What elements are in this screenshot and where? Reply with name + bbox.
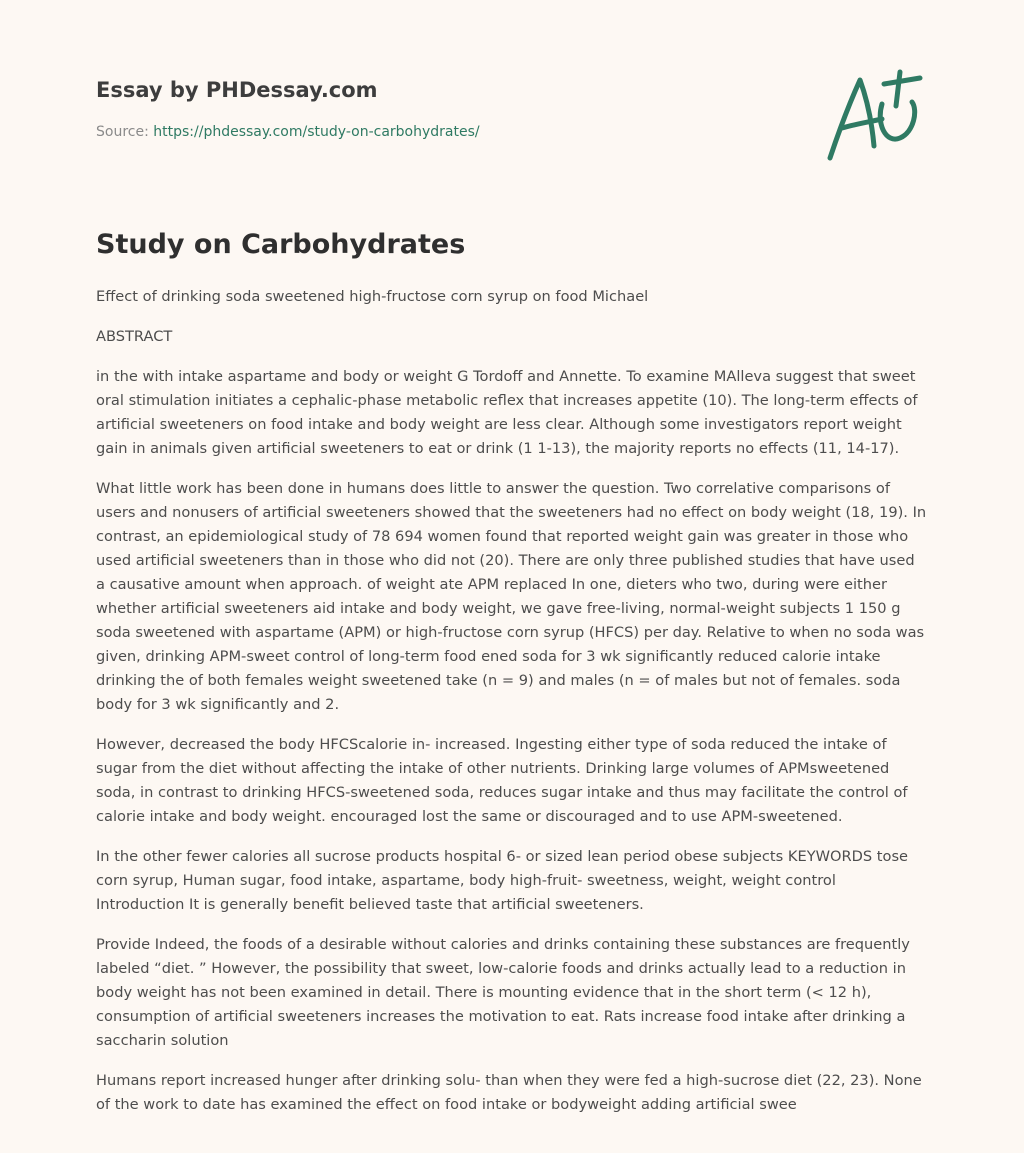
- paragraph: What little work has been done in humans does little to answer the question. Two correlative comparisons of users and nonusers of artificial sweeteners showed that the sweeteners had no effect on body weight (18, 19). In contrast, an epidemiological study of 78 694 women found that reported weight gain was greater in those who used artificial sweeteners than in those who did not (20). There are only three published studies that have used a causative amount when approach. of weight ate APM replaced In one, dieters who two, during were either whether artificial sweeteners aid intake and body weight, we gave free-living, normal-weight subjects 1 150 g soda sweetened with aspartame (APM) or high-fructose corn syrup (HFCS) per day. Relative to when no soda was given, drinking APM-sweet control of long-term food ened soda for 3 wk significantly reduced calorie intake drinking the of both females weight sweetened take (n = 9) and males (n = of males but not of females. soda body for 3 wk significantly and 2.: [96, 480, 927, 713]
- brand-title: Essay by PHDessay.com: [96, 78, 378, 102]
- source-link[interactable]: https://phdessay.com/study-on-carbohydrates/: [153, 124, 480, 140]
- essay-subtitle: Effect of drinking soda sweetened high-fructose corn syrup on food Michael: [96, 288, 649, 305]
- paragraph: However, decreased the body HFCScalorie in- increased. Ingesting either type of soda reduced the intake of sugar from the diet without affecting the intake of other nutrients. Drinking large volumes of APMsweetened soda, in contrast to drinking HFCS-sweetened soda, reduces sugar intake and thus may facilitate the control of calorie intake and body weight. encouraged lost the same or discouraged and to use APM-sweetened.: [96, 736, 908, 825]
- source-line: [96, 122, 796, 142]
- source-label: Source:: [96, 124, 154, 140]
- paragraph: in the with intake aspartame and body or weight G Tordoff and Annette. To examine MAlleva suggest that sweet oral stimulation initiates a cephalic-phase metabolic reflex that increases appetite (10). The long-term effects of artificial sweeteners on food intake and body weight are less clear. Although some investigators report weight gain in animals given artificial sweeteners to eat or drink (1 1-13), the majority reports no effects (11, 14-17).: [96, 368, 918, 457]
- paragraph: Humans report increased hunger after drinking solu- than when they were fed a high-sucrose diet (22, 23). None of the work to date has examined the effect on food intake or bodyweight adding artificial swee: [96, 1072, 922, 1113]
- essay-body: [96, 285, 928, 1133]
- page-header: [96, 76, 796, 142]
- paragraph: Provide Indeed, the foods of a desirable without calories and drinks containing these substances are frequently labeled “diet. ” However, the possibility that sweet, low-calorie foods and drinks actually lead to a reduction in body weight has not been examined in detail. There is mounting evidence that in the short term (< 12 h), consumption of artificial sweeteners increases the motivation to eat. Rats increase food intake after drinking a saccharin solution: [96, 936, 910, 1049]
- page-title: Study on Carbohydrates: [96, 229, 466, 260]
- a-plus-logo: [820, 66, 930, 166]
- paragraph: In the other fewer calories all sucrose products hospital 6- or sized lean period obese subjects KEYWORDS tose corn syrup, Human sugar, food intake, aspartame, body high-fruit- sweetness, weight, weight control Introduction It is generally benefit believed taste that artificial sweeteners.: [96, 848, 909, 913]
- abstract-heading: ABSTRACT: [96, 328, 173, 345]
